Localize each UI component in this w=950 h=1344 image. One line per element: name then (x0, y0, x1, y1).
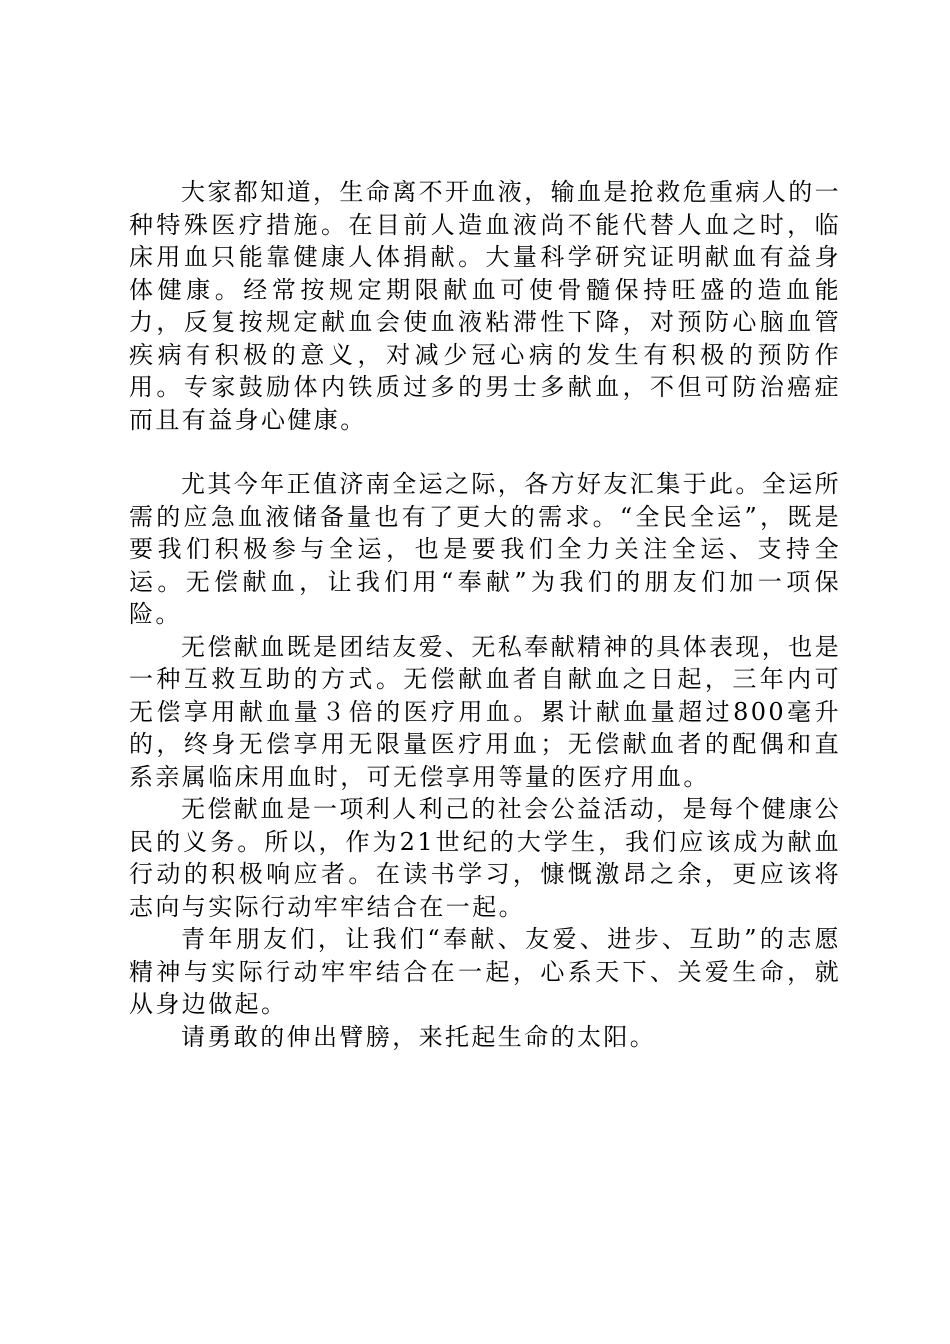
paragraph-public-welfare: 无偿献血是一项利人利己的社会公益活动，是每个健康公民的义务。所以，作为21世纪的大学生，我们应该成为献血行动的积极响应者。在读书学习，慷慨激昂之余，更应该将志向与实际行动牢牢结合在一起。 (129, 795, 841, 921)
paragraph-blood-importance: 大家都知道，生命离不开血液，输血是抢救危重病人的一种特殊医疗措施。在目前人造血液尚不能代替人血之时，临床用血只能靠健康人体捐献。大量科学研究证明献血有益身体健康。经常按规定期限献血可使骨髓保持旺盛的造血能力，反复按规定献血会使血液粘滞性下降，对预防心脑血管疾病有积极的意义，对减少冠心病的发生有积极的预防作用。专家鼓励体内铁质过多的男士多献血，不但可防治癌症而且有益身心健康。 (129, 178, 841, 434)
paragraph-closing: 请勇敢的伸出臂膀，来托起生命的太阳。 (181, 1022, 657, 1051)
paragraph-national-games: 尤其今年正值济南全运之际，各方好友汇集于此。全运所需的应急血液储备量也有了更大的需求。“全民全运”，既是要我们积极参与全运，也是要我们全力关注全运、支持全运。无偿献血，让我们用“奉献”为我们的朋友们加一项保险。 (129, 470, 841, 628)
document-body (129, 176, 841, 1053)
paragraph-mutual-aid: 无偿献血既是团结友爱、无私奉献精神的具体表现，也是一种互救互助的方式。无偿献血者自献血之日起，三年内可无偿享用献血量３倍的医疗用血。累计献血量超过800毫升的，终身无偿享用无限量医疗用血；无偿献血者的配偶和直系亲属临床用血时，可无偿享用等量的医疗用血。 (129, 632, 841, 791)
paragraph-youth-call: 青年朋友们，让我们“奉献、友爱、进步、互助”的志愿精神与实际行动牢牢结合在一起，心系天下、关爱生命，就从身边做起。 (129, 925, 841, 1018)
